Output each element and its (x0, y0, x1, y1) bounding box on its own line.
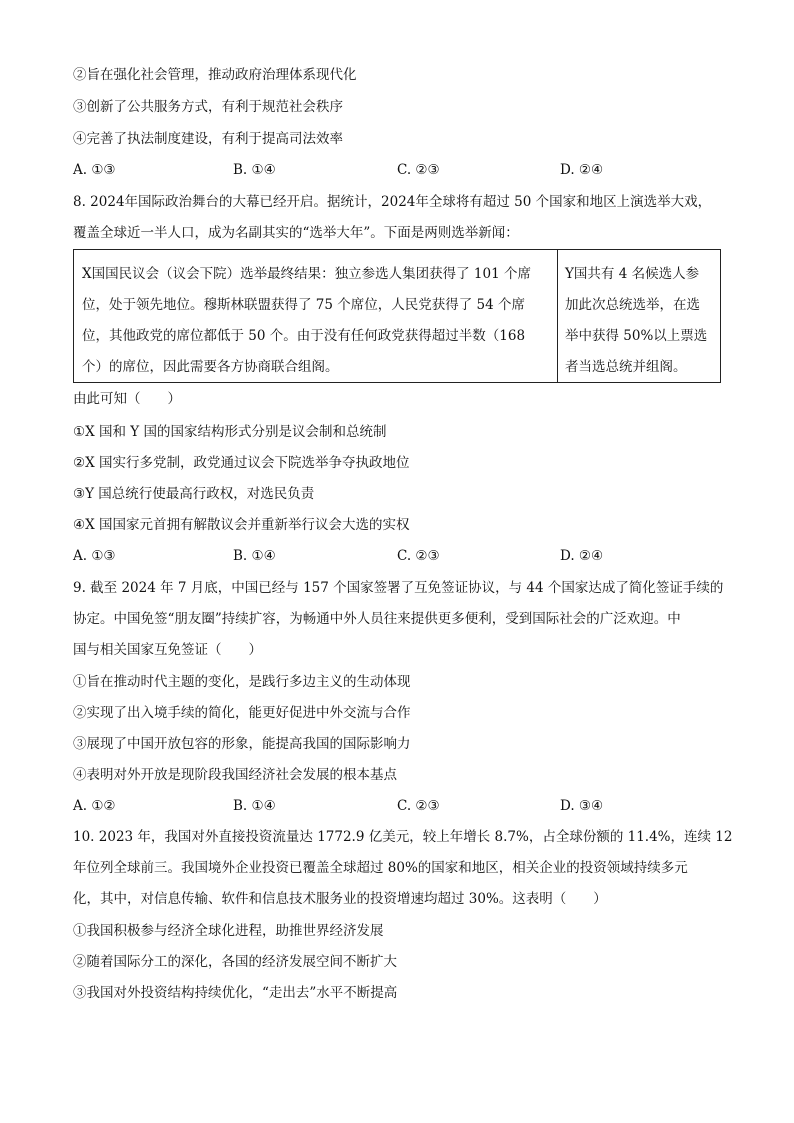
q9-option-d[interactable]: D. ③④ (560, 798, 604, 814)
news-y-line-4: 者当选总统并组阁。 (565, 359, 687, 375)
q8-option-a[interactable]: A. ①③ (73, 548, 116, 564)
q8-options (73, 546, 723, 566)
news-table (73, 249, 721, 383)
q9-option-b[interactable]: B. ①④ (233, 798, 276, 814)
q8-statement-4: ④X 国国家元首拥有解散议会并重新举行议会大选的实权 (73, 517, 410, 533)
q7-option-c[interactable]: C. ②③ (397, 162, 440, 178)
news-y-cell (565, 259, 715, 383)
q7-option-a[interactable]: A. ①③ (73, 162, 116, 178)
q9-statement-3: ③展现了中国开放包容的形象，能提高我国的国际影响力 (73, 736, 411, 752)
q9-option-c[interactable]: C. ②③ (397, 798, 440, 814)
statement-q7-3: ③创新了公共服务方式，有利于规范社会秩序 (73, 99, 343, 115)
news-y-line-2: 加此次总统选举，在选 (565, 297, 700, 313)
q9-option-a[interactable]: A. ①② (73, 798, 116, 814)
q8-stem-line-2: 覆盖全球近一半人口，成为名副其实的“选举大年”。下面是两则选举新闻： (73, 225, 519, 241)
q9-statement-2: ②实现了出入境手续的简化，能更好促进中外交流与合作 (73, 705, 411, 721)
q8-stem-line-1: 8. 2024年国际政治舞台的大幕已经开启。据统计，2024年全球将有超过 50 个国家和地区上演选举大戏， (73, 194, 712, 210)
q9-stem-line-3: 国与相关国家互免签证（ ） (73, 642, 262, 658)
q10-statement-2: ②随着国际分工的深化，各国的经济发展空间不断扩大 (73, 954, 397, 970)
news-x-line-3: 位，其他政党的席位都低于 50 个。由于没有任何政党获得超过半数（168 (82, 328, 526, 344)
news-x-cell (82, 259, 552, 383)
news-divider (557, 250, 558, 382)
statement-q7-2: ②旨在强化社会管理，推动政府治理体系现代化 (73, 67, 357, 83)
q9-stem-line-2: 协定。中国免签“朋友圈”持续扩容，为畅通中外人员往来提供更多便利，受到国际社会的广泛欢迎。中 (73, 611, 681, 627)
q10-stem-line-1: 10. 2023 年，我国对外直接投资流量达 1772.9 亿美元，较上年增长 8.7%，占全球份额的 11.4%，连续 12 (73, 829, 733, 845)
q8-statement-2: ②X 国实行多党制，政党通过议会下院选举争夺执政地位 (73, 455, 410, 471)
q10-statement-3: ③我国对外投资结构持续优化，“走出去”水平不断提高 (73, 985, 398, 1001)
news-y-line-1: Y国共有 4 名候选人参 (565, 266, 700, 282)
q10-stem-line-2: 年位列全球前三。我国境外企业投资已覆盖全球超过 80%的国家和地区，相关企业的投资领域持续多元 (73, 860, 688, 876)
q7-option-b[interactable]: B. ①④ (233, 162, 276, 178)
q10-stem-line-3: 化，其中，对信息传输、软件和信息技术服务业的投资增速均超过 30%。这表明（ ） (73, 891, 607, 907)
q8-option-d[interactable]: D. ②④ (560, 548, 604, 564)
q9-options (73, 796, 723, 816)
q9-statement-1: ①旨在推动时代主题的变化，是践行多边主义的生动体现 (73, 674, 411, 690)
q7-option-d[interactable]: D. ②④ (560, 162, 604, 178)
statement-q7-4: ④完善了执法制度建设，有利于提高司法效率 (73, 131, 343, 147)
news-x-line-4: 个）的席位，因此需要各方协商联合组阁。 (82, 359, 339, 375)
news-x-line-2: 位，处于领先地位。穆斯林联盟获得了 75 个席位，人民党获得了 54 个席 (82, 297, 526, 313)
q8-statement-3: ③Y 国总统行使最高行政权，对选民负责 (73, 486, 315, 502)
q8-option-c[interactable]: C. ②③ (397, 548, 440, 564)
q8-option-b[interactable]: B. ①④ (233, 548, 276, 564)
q10-statement-1: ①我国积极参与经济全球化进程，助推世界经济发展 (73, 923, 384, 939)
q9-statement-4: ④表明对外开放是现阶段我国经济社会发展的根本基点 (73, 767, 397, 783)
q7-options (73, 160, 723, 180)
q9-stem-line-1: 9. 截至 2024 年 7 月底，中国已经与 157 个国家签署了互免签证协议，与 44 个国家达成了简化签证手续的 (73, 580, 724, 596)
q8-statement-1: ①X 国和 Y 国的国家结构形式分别是议会制和总统制 (73, 424, 387, 440)
news-y-line-3: 举中获得 50%以上票选 (565, 328, 708, 344)
news-x-line-1: X国国民议会（议会下院）选举最终结果：独立参选人集团获得了 101 个席 (82, 266, 531, 282)
q8-question: 由此可知（ ） (73, 391, 181, 407)
